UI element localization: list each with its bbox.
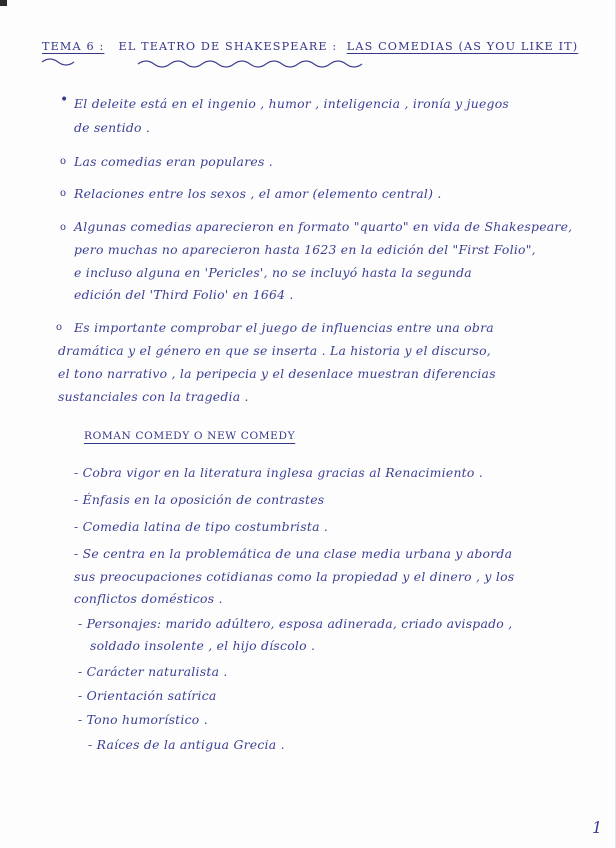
corner-mark xyxy=(0,0,7,6)
section-title: ROMAN COMEDY O NEW COMEDY xyxy=(84,430,296,442)
page-title xyxy=(42,40,610,53)
section-item: - Carácter naturalista . xyxy=(78,664,228,679)
section-item: sus preocupaciones cotidianas como la propiedad y el dinero , y los xyxy=(74,569,515,584)
section-item: - Orientación satírica xyxy=(78,688,217,703)
section-item: - Tono humorístico . xyxy=(78,712,208,727)
title-main: EL TEATRO DE SHAKESPEARE : xyxy=(118,40,338,53)
bullet-circle-icon: o xyxy=(60,156,67,167)
bullet-line: Es importante comprobar el juego de influencias entre una obra xyxy=(74,320,494,335)
bullet-line: Las comedias eran populares . xyxy=(74,154,273,169)
bullet-line: e incluso alguna en 'Pericles', no se incluyó hasta la segunda xyxy=(74,265,472,280)
bullet-line: sustanciales con la tragedia . xyxy=(58,389,249,404)
section-item: - Personajes: marido adúltero, esposa adinerada, criado avispado , xyxy=(78,616,513,631)
section-item: - Se centra en la problemática de una clase media urbana y aborda xyxy=(74,546,513,561)
bullet-line: el tono narrativo , la peripecia y el desenlace muestran diferencias xyxy=(58,366,496,381)
section-item: soldado insolente , el hijo díscolo . xyxy=(90,638,316,653)
title-tail: LAS COMEDIAS (AS YOU LIKE IT) xyxy=(346,40,579,53)
bullet-line: Relaciones entre los sexos , el amor (elemento central) . xyxy=(74,186,442,201)
bullet-line: dramática y el género en que se inserta . La historia y el discurso, xyxy=(58,343,491,358)
bullet-line: Algunas comedias aparecieron en formato "quarto" en vida de Shakespeare, xyxy=(74,219,573,234)
section-item: - Cobra vigor en la literatura inglesa gracias al Renacimiento . xyxy=(74,465,484,480)
page-number: 1 xyxy=(592,818,603,837)
section-item: - Énfasis en la oposición de contrastes xyxy=(74,492,325,507)
bullet-line: pero muchas no aparecieron hasta 1623 en la edición del "First Folio", xyxy=(74,242,536,257)
section-item: conflictos domésticos . xyxy=(74,591,223,606)
section-item: - Raíces de la antigua Grecia . xyxy=(88,737,285,752)
bullet-line: de sentido . xyxy=(74,120,151,135)
bullet-line: El deleite está en el ingenio , humor , inteligencia , ironía y juegos xyxy=(74,96,510,111)
section-item: - Comedia latina de tipo costumbrista . xyxy=(74,519,329,534)
bullet-circle-icon: o xyxy=(60,188,67,199)
bullet-circle-icon: o xyxy=(56,322,63,333)
bullet-dot-icon: • xyxy=(60,92,69,108)
title-wavy-underline xyxy=(40,56,370,70)
bullet-line: edición del 'Third Folio' en 1664 . xyxy=(74,287,294,302)
bullet-circle-icon: o xyxy=(60,222,67,233)
title-prefix: TEMA 6 : xyxy=(42,40,105,53)
